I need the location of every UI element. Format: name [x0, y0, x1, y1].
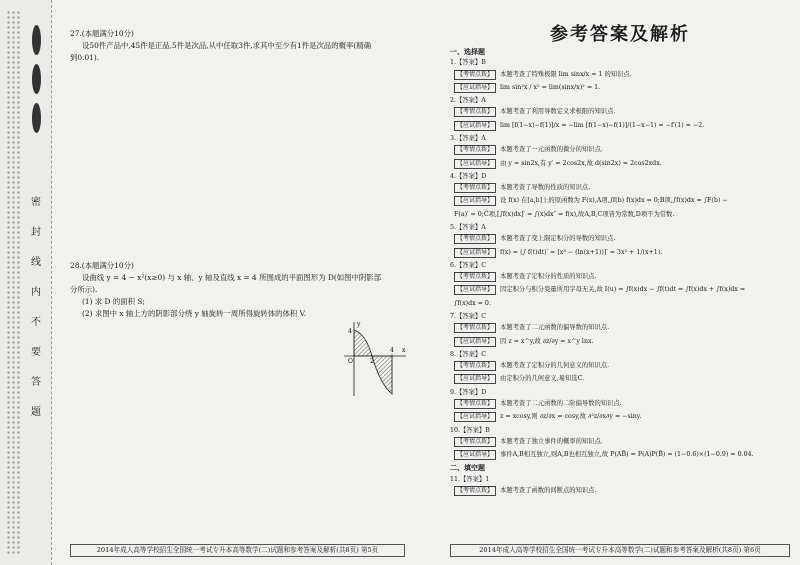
explain-row — [450, 299, 795, 309]
explain-text: f(x) = (∫ f(t)dt)′ = [x³ − (ln(x+1))]′ = 3x² + 1/(x+1). — [500, 248, 663, 256]
explain-text: 本题考查了定积分的几何意义的知识点. — [500, 362, 610, 370]
explain-row — [450, 121, 795, 131]
explain-row — [450, 361, 795, 371]
explain-tag: 【考情点拨】 — [454, 399, 496, 409]
answer-row: 1.【答案】B — [450, 59, 486, 66]
explain-text: 本题考查了利用导数定义求极限的知识点. — [500, 108, 616, 116]
explain-row — [450, 323, 795, 333]
explain-text: 本题考查了导数的性质的知识点. — [500, 184, 591, 192]
explain-text: 因定积分与积分变量所用字母无关,故 I(u) = ∫f(x)dx − ∫f(t)dt = ∫f(x)dx + ∫f(x)dx = — [500, 286, 746, 294]
shaded-region-upper — [354, 330, 372, 356]
explain-text: 本题考查了二元函数的二阶偏导数的知识点. — [500, 400, 622, 408]
explain-tag: 【考情点拨】 — [454, 145, 496, 155]
explain-tag: 【考情点拨】 — [454, 486, 496, 496]
x-tick-2: 2 — [370, 358, 374, 365]
answer-title: 参考答案及解析 — [550, 24, 690, 45]
section-fill: 二、填空题 — [450, 463, 485, 473]
explain-tag: 【考情点拨】 — [454, 183, 496, 193]
q28-part1: (1) 求 D 的面积 S; — [82, 297, 145, 306]
binding-char: 不 — [31, 317, 41, 328]
explain-tag: 【考情点拨】 — [454, 234, 496, 244]
explain-row — [450, 437, 795, 447]
explain-row — [450, 210, 795, 220]
explain-text: 本题考查了独立事件的概率的知识点. — [500, 438, 603, 445]
explain-text: ∫f(x)dx = 0. — [454, 299, 491, 307]
explain-row — [450, 486, 795, 496]
explain-tag: 【考情点拨】 — [454, 272, 496, 282]
q28-head: 28.(本题满分10分) — [70, 261, 134, 270]
explain-text: 事件A,B相互独立,则A,B也相互独立,故 P(AB̄) = P(A)P(B̄) = (1−0.6)×(1−0.9) = 0.04. — [500, 451, 754, 459]
right-footer: 2014年成人高等学校招生全国统一考试专升本高等数学(二)试题和参考答案及解析(共8页) 第6页 — [450, 544, 790, 557]
binding-char: 线 — [31, 257, 41, 268]
binding-char: 密 — [31, 197, 41, 208]
y-axis-label: y — [357, 321, 361, 328]
binding-char: 答 — [31, 377, 41, 388]
left-footer: 2014年成人高等学校招生全国统一考试专升本高等数学(二)试题和参考答案及解析(共8页) 第5页 — [70, 544, 405, 557]
explain-row — [450, 70, 795, 80]
explain-tag: 【应试指导】 — [454, 450, 496, 460]
explain-row — [450, 399, 795, 409]
answer-row: 11.【答案】1 — [450, 475, 490, 483]
binding-char: 内 — [31, 287, 41, 298]
binding-dots — [6, 10, 22, 555]
explain-text: 本题考查了函数的间断点的知识点. — [500, 487, 597, 495]
q27-body: 设50件产品中,45件是正品,5件是次品,从中任取3件,求其中至少有1件是次品的概率(精确 — [82, 41, 372, 50]
explain-text: lim sin²x / x² = lim(sinx/x)² = 1. — [500, 83, 601, 91]
left-page — [60, 0, 405, 565]
explain-tag: 【应试指导】 — [454, 83, 496, 93]
explain-text: F(a)′ = 0;C项,[∫f(x)dx]′ = ∫(x)dx″ = f(x),故A,B,C项皆为常数,D项不为常数. — [454, 210, 675, 218]
explain-tag: 【应试指导】 — [454, 196, 496, 206]
x-axis-label: x — [402, 347, 406, 354]
x-tick-4: 4 — [390, 347, 394, 354]
answer-row: 8.【答案】C — [450, 350, 487, 358]
explain-tag: 【考情点拨】 — [454, 107, 496, 117]
explain-row — [450, 248, 795, 258]
explain-text: 因 z = x^y,故 ∂z/∂y = x^y lnx. — [500, 337, 594, 345]
explain-row — [450, 374, 795, 384]
q28-figure — [340, 318, 410, 398]
answer-row: 7.【答案】C — [450, 312, 487, 320]
shaded-region-lower — [372, 356, 392, 394]
answer-row: 3.【答案】A — [450, 134, 486, 142]
binding-char: 封 — [31, 227, 41, 238]
explain-text: 由定积分的几何意义,易知选C. — [500, 375, 585, 383]
origin-label: O — [348, 358, 353, 365]
explain-tag: 【应试指导】 — [454, 159, 496, 169]
explain-row — [450, 159, 795, 169]
explain-tag: 【应试指导】 — [454, 248, 496, 258]
explain-tag: 【应试指导】 — [454, 374, 496, 384]
q28-body: 设曲线 y = 4 − x²(x≥0) 与 x 轴、y 轴及直线 x = 4 所围成的平面图形为 D(如图中阴影部 — [82, 273, 382, 282]
binding-char: 题 — [31, 407, 41, 418]
explain-row — [450, 183, 795, 193]
section-choice: 一、选择题 — [450, 47, 485, 56]
explain-tag: 【应试指导】 — [454, 121, 496, 131]
explain-row — [450, 450, 795, 460]
explain-row — [450, 272, 795, 282]
explain-text: 本题考查了变上限定积分的导数的知识点. — [500, 235, 616, 243]
answer-row: 10.【答案】B — [450, 426, 490, 434]
answer-row: 4.【答案】D — [450, 172, 487, 180]
explain-text: 本题考查了二元函数的偏导数的知识点. — [500, 324, 610, 332]
explain-row — [450, 83, 795, 93]
explain-row — [450, 412, 795, 422]
explain-text: 设 f(x) 在[a,b]上的原函数为 F(x),A项,∫f(b) f(x)dx = 0;B项,∫f(x)dx = ∫F(b) − — [500, 197, 728, 205]
explain-text: 本题考查了特殊极限 lim sinx/x = 1 的知识点. — [500, 70, 632, 78]
explain-row — [450, 196, 795, 206]
answer-row: 6.【答案】C — [450, 261, 487, 269]
explain-text: 本题考查了一元函数的微分的知识点. — [500, 146, 603, 154]
q28-part2: (2) 求图中 x 轴上方的阴影部分绕 y 轴旋转一周所得旋转体的体积 V. — [82, 309, 307, 318]
answer-row: 9.【答案】D — [450, 388, 487, 396]
explain-tag: 【考情点拨】 — [454, 323, 496, 333]
q28-body-cont: 分所示). — [70, 285, 98, 294]
q27-body-cont: 到0.01). — [70, 53, 100, 62]
explain-tag: 【考情点拨】 — [454, 361, 496, 371]
explain-text: 本题考查了定积分的性质的知识点. — [500, 273, 597, 281]
q27-head: 27.(本题满分10分) — [70, 29, 134, 38]
binding-margin — [0, 0, 52, 565]
explain-row — [450, 234, 795, 244]
explain-tag: 【考情点拨】 — [454, 437, 496, 447]
answer-row: 2.【答案】A — [450, 96, 486, 104]
answer-row: 5.【答案】A — [450, 223, 486, 231]
explain-tag: 【应试指导】 — [454, 285, 496, 295]
explain-row — [450, 337, 795, 347]
explain-tag: 【应试指导】 — [454, 412, 496, 422]
explain-text: z = xcosy,则 ∂z/∂x = cosy,故 ∂²z/∂x∂y = −siny. — [500, 413, 642, 421]
right-page — [450, 0, 795, 565]
explain-tag: 【考情点拨】 — [454, 70, 496, 80]
explain-text: lim [f(1−x)−f(1)]/x = −lim [f(1−x)−f(1)]/(1−x−1) = −f′(1) = −2. — [500, 121, 705, 129]
explain-row — [450, 285, 795, 295]
explain-row — [450, 107, 795, 117]
explain-text: 由 y = sin2x,有 y′ = 2cos2x,故 d(sin2x) = 2cos2xdx. — [500, 159, 662, 167]
explain-tag: 【应试指导】 — [454, 337, 496, 347]
binding-char: 要 — [31, 347, 41, 358]
binding-labels — [26, 22, 46, 433]
y-tick-4: 4 — [348, 328, 352, 335]
explain-row — [450, 145, 795, 155]
